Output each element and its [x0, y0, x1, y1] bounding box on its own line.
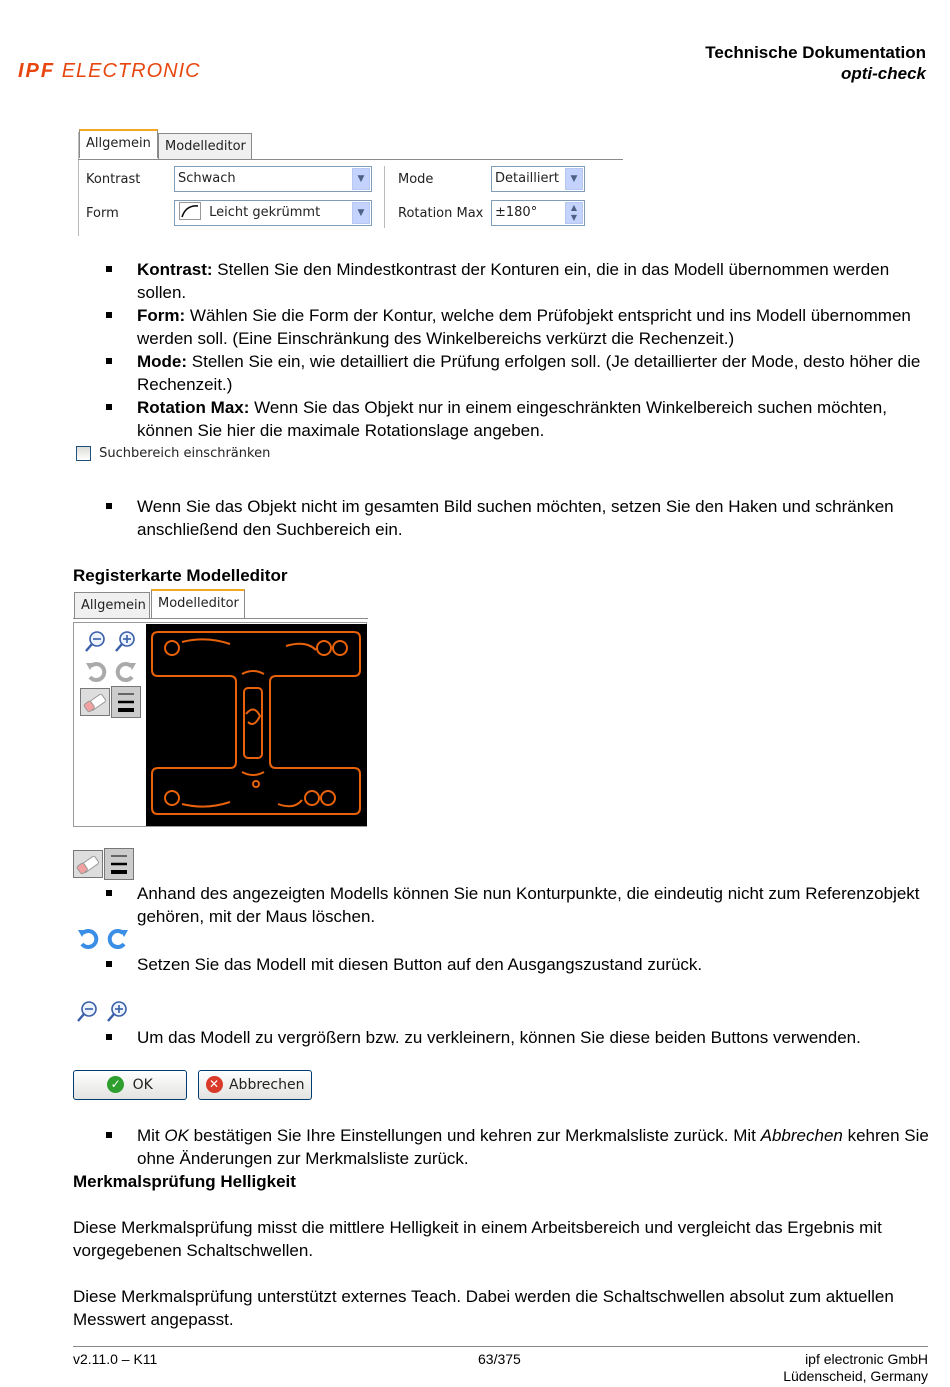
cancel-icon: ✕ [206, 1076, 223, 1093]
search-area-checkbox[interactable] [76, 446, 270, 461]
cancel-button[interactable] [198, 1070, 312, 1100]
rotation-label: Rotation Max [398, 206, 484, 221]
footer-version: v2.11.0 – K11 [73, 1351, 158, 1367]
kontrast-label: Kontrast [86, 172, 141, 187]
zoom-out-icon[interactable] [75, 998, 101, 1024]
zoom-in-icon[interactable] [105, 998, 131, 1024]
tab-modelleditor[interactable]: Modelleditor [151, 589, 245, 618]
erase-text: Anhand des angezeigten Modells können Sie nun Konturpunkte, die eindeutig nicht zum Referenzobjekt gehören, mit der Maus löschen. [137, 884, 920, 926]
eraser-icon[interactable] [73, 850, 103, 878]
check-icon: ✓ [107, 1076, 124, 1093]
search-area-text: Wenn Sie das Objekt nicht im gesamten Bild suchen möchten, setzen Sie den Haken und schränken anschließend den Suchbereich ein. [137, 497, 894, 539]
spinner-arrows-icon[interactable]: ▲ ▼ [565, 202, 583, 224]
undo-icon[interactable] [75, 925, 101, 951]
kontrast-value: Schwach [178, 171, 236, 186]
general-tab-screenshot [78, 126, 623, 236]
ok-cancel-text: Mit OK bestätigen Sie Ihre Einstellungen und kehren zur Merkmalsliste zurück. Mit Abbrechen kehren Sie ohne Änderungen zur Merkmalsliste zurück. [137, 1126, 929, 1168]
tab-modelleditor[interactable]: Modelleditor [158, 133, 252, 159]
checkbox-box[interactable] [76, 446, 91, 461]
modelleditor-screenshot [73, 588, 368, 828]
paragraph: Diese Merkmalsprüfung unterstützt externes Teach. Dabei werden die Schaltschwellen absolut zum aktuellen Messwert angepasst. [73, 1287, 894, 1329]
term-form: Form: [137, 306, 186, 325]
model-preview[interactable] [146, 624, 367, 826]
company-name: ipf electronic GmbH [805, 1351, 928, 1367]
eraser-icon[interactable] [80, 688, 110, 716]
desc-kontrast: Stellen Sie den Mindestkontrast der Konturen ein, die in das Modell übernommen werden sollen. [137, 260, 890, 302]
mode-select[interactable] [491, 166, 585, 192]
term-rotation: Rotation Max: [137, 398, 250, 417]
brush-size-icon[interactable] [104, 848, 134, 880]
undo-icon[interactable] [83, 658, 109, 684]
desc-mode: Stellen Sie ein, wie detailliert die Prüfung erfolgen soll. (Je detaillierter der Mode, desto höher die Rechenzeit.) [137, 352, 921, 394]
logo-bold: IPF [18, 60, 56, 82]
mode-value: Detailliert [495, 171, 559, 186]
chevron-down-icon[interactable]: ▼ [565, 168, 583, 190]
kontrast-select[interactable] [174, 166, 372, 192]
company-city: Lüdenscheid, Germany [783, 1368, 928, 1384]
checkbox-label: Suchbereich einschränken [99, 446, 271, 461]
form-value: Leicht gekrümmt [209, 205, 321, 220]
footer-page-number: 63/375 [478, 1351, 521, 1367]
redo-icon[interactable] [113, 658, 139, 684]
reset-text: Setzen Sie das Modell mit diesen Button auf den Ausgangszustand zurück. [137, 955, 703, 974]
doc-title: Technische Dokumentation [705, 43, 926, 62]
desc-rotation: Wenn Sie das Objekt nur in einem eingeschränkten Winkelbereich suchen möchten, können Sie hier die maximale Rotationslage angeben. [137, 398, 887, 440]
chevron-down-icon[interactable]: ▼ [352, 202, 370, 224]
paragraph: Diese Merkmalsprüfung misst die mittlere Helligkeit in einem Arbeitsbereich und vergleicht das Ergebnis mit vorgegebenen Schaltschwellen. [73, 1218, 882, 1260]
tab-allgemein[interactable]: Allgemein [74, 592, 150, 618]
zoom-in-icon[interactable] [113, 628, 139, 654]
rotation-spinner[interactable] [491, 200, 585, 226]
redo-icon[interactable] [105, 925, 131, 951]
tab-allgemein[interactable]: Allgemein [79, 129, 158, 158]
doc-subtitle: opti-check [840, 64, 926, 83]
desc-form: Wählen Sie die Form der Kontur, welche dem Prüfobjekt entspricht und ins Modell übernommen werden soll. (Eine Einschränkung des Winkelbereichs verkürzt die Rechenzeit.) [137, 306, 911, 348]
company-logo [18, 60, 201, 83]
cancel-label: Abbrechen [228, 1076, 305, 1093]
footer-company [783, 1351, 928, 1385]
section-heading-helligkeit: Merkmalsprüfung Helligkeit [73, 1172, 296, 1191]
brush-size-icon[interactable] [111, 686, 141, 718]
logo-text: ELECTRONIC [61, 60, 201, 82]
curve-icon [179, 202, 201, 220]
term-mode: Mode: [137, 352, 188, 371]
term-kontrast: Kontrast: [137, 260, 213, 279]
rotation-value: ±180° [495, 205, 538, 220]
ok-label: OK [132, 1076, 153, 1093]
ok-button[interactable] [73, 1070, 187, 1100]
section-heading-modelleditor: Registerkarte Modelleditor [73, 566, 288, 585]
form-select[interactable] [174, 200, 372, 226]
document-header [705, 42, 926, 84]
zoom-text: Um das Modell zu vergrößern bzw. zu verkleinern, können Sie diese beiden Buttons verwenden. [137, 1028, 861, 1047]
mode-label: Mode [398, 172, 434, 187]
footer-divider [73, 1346, 928, 1347]
chevron-down-icon[interactable]: ▼ [352, 168, 370, 190]
form-label: Form [86, 206, 119, 221]
zoom-out-icon[interactable] [83, 628, 109, 654]
